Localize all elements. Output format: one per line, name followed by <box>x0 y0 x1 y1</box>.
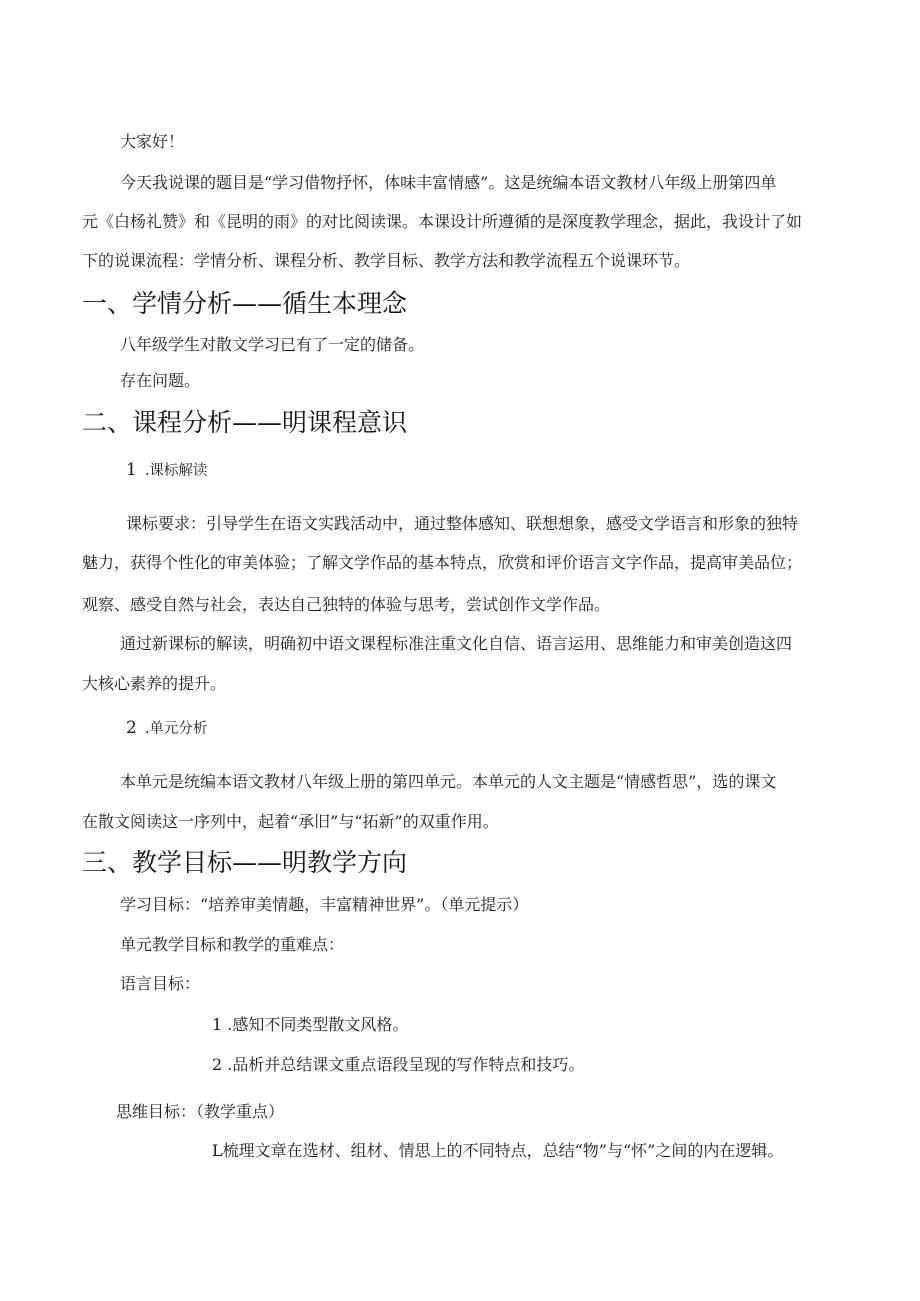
thinking-goal-label: 思维目标：（教学重点） <box>116 1102 285 1121</box>
subsection-1-title <box>126 460 207 481</box>
subsection-2-label: .单元分析 <box>144 721 208 737</box>
thinking-goal-item-1: L梳理文章在选材、组材、情思上的不同特点，总结“物”与“怀”之间的内在逻辑。 <box>212 1141 784 1160</box>
language-goal-item-1: 1 .感知不同类型散文风格。 <box>212 1015 409 1034</box>
curriculum-requirement-line-3: 观察、感受自然与社会，表达自己独特的体验与思考，尝试创作文学作品。 <box>82 595 611 614</box>
curriculum-requirement-line-2: 魅力，获得个性化的审美体验；了解文学作品的基本特点，欣赏和评价语言文字作品，提高审美品位； <box>82 553 803 572</box>
greeting: 大家好！ <box>120 132 185 151</box>
learning-goal: 学习目标：“培养审美情趣，丰富精神世界”。（单元提示） <box>120 895 529 914</box>
intro-line-1: 今天我说课的题目是“学习借物抒怀，体味丰富情感”。这是统编本语文教材八年级上册第四单 <box>120 173 777 192</box>
section-1-paragraph-2: 存在问题。 <box>120 371 201 390</box>
section-3-heading: 三、教学目标——明教学方向 <box>82 848 408 877</box>
section-1-paragraph-1: 八年级学生对散文学习已有了一定的储备。 <box>120 335 425 354</box>
section-2-heading: 二、课程分析——明课程意识 <box>82 408 408 437</box>
subsection-2-title <box>126 718 207 739</box>
interpretation-line-1: 通过新课标的解读，明确初中语文课程标准注重文化自信、语言运用、思维能力和审美创造这四 <box>120 634 793 653</box>
section-1-heading: 一、学情分析——循生本理念 <box>82 289 408 318</box>
subsection-1-label: .课标解读 <box>144 463 208 479</box>
intro-line-2: 元《白杨礼赞》和《昆明的雨》的对比阅读课。本课设计所遵循的是深度教学理念，据此，我设计了如 <box>82 212 803 231</box>
subsection-2-number: 2 <box>126 718 137 738</box>
subsection-1-number: 1 <box>126 460 137 480</box>
unit-analysis-line-1: 本单元是统编本语文教材八年级上册的第四单元。本单元的人文主题是“情感哲思”，选的课文 <box>120 772 777 791</box>
interpretation-line-2: 大核心素养的提升。 <box>82 674 227 693</box>
language-goal-label: 语言目标： <box>120 974 201 993</box>
intro-line-3: 下的说课流程：学情分析、课程分析、教学目标、教学方法和教学流程五个说课环节。 <box>82 251 691 270</box>
unit-teaching-goals: 单元教学目标和教学的重难点： <box>120 935 345 954</box>
curriculum-requirement-line-1: 课标要求：引导学生在语文实践活动中，通过整体感知、联想想象，感受文学语言和形象的独特 <box>126 514 799 533</box>
unit-analysis-line-2: 在散文阅读这一序列中，起着“承旧”与“拓新”的双重作用。 <box>82 812 499 831</box>
language-goal-item-2: 2 .品析并总结课文重点语段呈现的写作特点和技巧。 <box>212 1055 585 1074</box>
